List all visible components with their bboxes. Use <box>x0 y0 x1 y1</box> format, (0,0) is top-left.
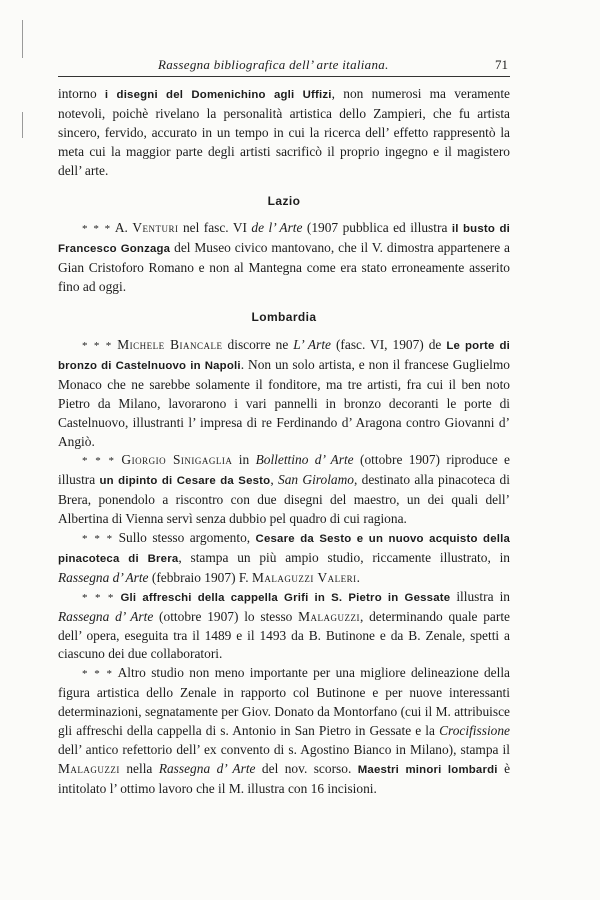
text-run: (ottobre 1907) lo stesso <box>153 608 299 624</box>
asterism-mark: * * * <box>82 223 112 236</box>
paragraph-intro <box>58 85 510 181</box>
text-run: (febbraio 1907) F. <box>148 569 252 585</box>
text-run: (fasc. VI, 1907) de <box>330 336 447 352</box>
page-number: 71 <box>495 57 508 72</box>
italic-text: Rassegna d’ Arte <box>158 760 256 776</box>
text-run: nel fasc. VI <box>178 220 252 236</box>
small-caps-name: Malaguzzi Valeri <box>251 569 357 585</box>
paragraph-lombardia-4 <box>58 588 510 665</box>
paragraph-lombardia-1 <box>58 336 510 451</box>
paragraph-lombardia-3 <box>58 529 510 588</box>
running-header <box>58 54 510 77</box>
bold-title: il busto di Francesco Gonzaga <box>58 223 510 256</box>
text-run: del nov. scorso. <box>255 760 358 776</box>
text-run: , <box>270 472 278 488</box>
asterism-mark: * * * <box>82 591 115 604</box>
text-run: discorre ne <box>222 336 294 352</box>
italic-text: L’ Arte <box>293 336 331 352</box>
italic-text: Crocifissione <box>439 723 510 739</box>
text-run: , stampa un più ampio studio, riccamente illustrato, in <box>178 549 510 565</box>
asterism-mark: * * * <box>82 455 116 468</box>
text-run: Sullo stesso argomento, <box>113 530 256 546</box>
bold-title: Cesare da Sesto e un nuovo acquisto della pinacoteca di Brera <box>58 533 511 565</box>
bold-title: Maestri minori lombardi <box>357 763 498 776</box>
text-run: A. <box>111 220 133 236</box>
italic-text: Rassegna d’ Arte <box>58 608 154 624</box>
text-run: . <box>356 569 360 585</box>
paragraph-lombardia-5 <box>58 664 510 798</box>
italic-text: Rassegna d’ Arte <box>58 569 149 585</box>
text-run: nella <box>119 760 159 776</box>
text-run: intorno <box>58 86 105 101</box>
text-run: , destinato alla pinacoteca di Brera, ponendolo a riscontro con due disegni del maestro, un dei quali dell’ Albertina di Vienna servì senza dubbio pel quadro di cui ragiona. <box>58 472 510 527</box>
text-run: in <box>232 452 256 468</box>
section-heading-lombardia: Lombardia <box>251 310 317 325</box>
small-caps-name: Malaguzzi <box>58 760 120 776</box>
text-run: , determinando quale parte dell’ opera, eseguita tra il 1489 e il 1493 da B. Butinone e da B. Zenale, spetti a ciascuno dei due collaboratori. <box>58 608 510 662</box>
bold-title: Le porte di bronzo di Castelnuovo in Napoli <box>58 339 511 372</box>
paragraph-lombardia-2 <box>58 451 510 529</box>
text-run: . Non un solo artista, e non il francese Guglielmo Monaco che ne sarebbe solamente il fonditore, ma tre artisti, fra cui il ben noto Pietro da Milano, lavorarono i vari pannelli in bronzo decoranti le porte di Castelnuovo, illustranti l’ impresa di re Ferdinando d’ Aragona contro Giovanni d’ Angiò. <box>58 356 510 449</box>
small-caps-name: Venturi <box>132 220 179 236</box>
italic-text: Bollettino d’ Arte <box>255 452 354 468</box>
text-run: , non numerosi ma veramente notevoli, poichè rivelano la personalità artistica dello Zampieri, che fu artista sincero, fervido, accurato in un tempo in cui la ricerca dell’ effetto rappresentò la meta cui la maggior parte degli artisti sacrificò il proprio ingegno e il magistero dell’ arte. <box>58 86 510 178</box>
text-run: è intitolato l’ ottimo lavoro che il M. illustra con 16 incisioni. <box>58 760 511 796</box>
small-caps-name: Giorgio Sinigaglia <box>121 452 233 468</box>
asterism-mark: * * * <box>82 533 114 546</box>
binding-edge-mark-top <box>22 20 23 58</box>
asterism-mark: * * * <box>82 339 113 352</box>
italic-text: de l’ Arte <box>251 220 303 236</box>
italic-text: San Girolamo <box>278 472 354 488</box>
bold-title: Gli affreschi della cappella Grifi in S. Pietro in Gessate <box>120 591 451 604</box>
page <box>58 54 510 799</box>
bold-title: i disegni del Domenichino agli Uffizi <box>104 89 332 101</box>
asterism-mark: * * * <box>82 668 113 681</box>
running-title: Rassegna bibliografica dell’ arte italiana. <box>158 57 389 72</box>
text-run: Altro studio non meno importante per una migliore delineazione della figura artistica dello Zenale in rapporto col Butinone e per nuove interessanti determinazioni, segnatamente per Giov. Donato da Montorfano (cui il M. attribuisce gli affreschi della cappella di s. Antonio in San Pietro in Gessate e la <box>58 665 511 739</box>
text-run: del Museo civico mantovano, che il V. dimostra appartenere a Gian Cristoforo Romano e non al Mantegna come era stato erroneamente asserito fino ad oggi. <box>58 240 510 295</box>
text-run: dell’ antico refettorio dell’ ex convento di s. Agostino Bianco in Milano), stampa il <box>58 742 510 757</box>
paragraph-lazio <box>58 219 510 297</box>
section-heading-lazio: Lazio <box>267 193 301 208</box>
body-text <box>58 85 510 799</box>
text-run: (1907 pubblica ed illustra <box>302 220 452 236</box>
text-run: illustra in <box>450 588 510 604</box>
small-caps-name: Malaguzzi <box>298 608 361 624</box>
small-caps-name: Michele Biancale <box>117 336 223 352</box>
binding-edge-mark-mid <box>22 112 23 138</box>
bold-title: un dipinto di Cesare da Sesto <box>99 475 271 488</box>
text-run: (ottobre 1907) riproduce e illustra <box>58 452 510 488</box>
